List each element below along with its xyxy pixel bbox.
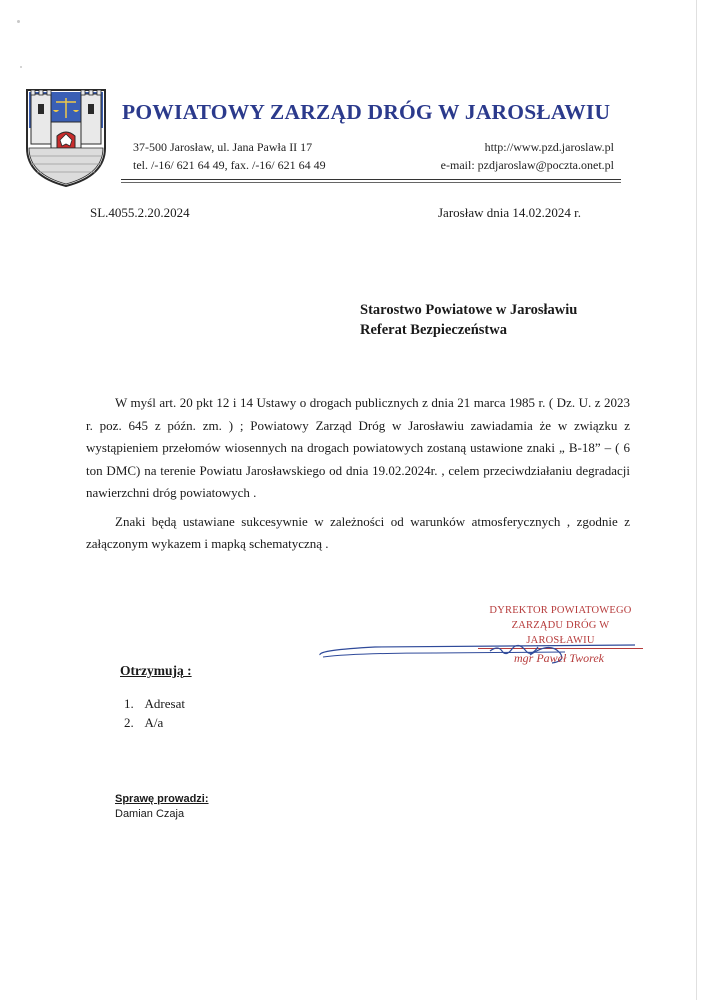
handler-name: Damian Czaja [115,808,185,820]
recipient-line-1: Starostwo Powiatowe w Jarosławiu [360,302,578,318]
contact-block [441,138,614,174]
list-label: Adresat [144,696,185,711]
body-paragraph-1: W myśl art. 20 pkt 12 i 14 Ustawy o drogach publicznych z dnia 21 marca 1985 r. ( Dz. U. z 2023 r. poz. 645 z późn. zm. ) ; Powiatowy Zarząd Dróg w Jarosławiu zawiadamia że w związku z wystąpieniem przełomów wiosennych na drogach powiatowych zostaną ustawione znaki „ B-18” – ( 6 ton DMC) na terenie Powiatu Jarosławskiego od dnia 19.02.2024r. , celem przeciwdziałaniu degradacji nawierzchni dróg powiatowych . [86,395,630,500]
reference-number: SL.4055.2.20.2024 [90,205,190,220]
list-item [124,694,185,713]
phone-fax: tel. /-16/ 621 64 49, fax. /-16/ 621 64 49 [133,158,326,172]
recipient-address [360,300,577,340]
header-divider [121,179,621,180]
coat-of-arms-icon [25,88,107,188]
stamp-line-2: ZARZĄDU DRÓG W JAROSŁAWIU [478,618,643,649]
scan-dot [17,20,20,23]
organization-name: POWIATOWY ZARZĄD DRÓG W JAROSŁAWIU [122,100,611,124]
signatory-name: mgr Paweł Tworek [514,651,604,665]
list-item [124,713,185,732]
scan-dot [20,66,22,68]
email-link[interactable]: e-mail: pzdjaroslaw@poczta.onet.pl [440,158,614,172]
list-number: 2. [124,715,134,730]
list-number: 1. [124,696,134,711]
place-and-date: Jarosław dnia 14.02.2024 r. [438,205,581,220]
handler-heading: Sprawę prowadzi: [115,793,209,805]
body-paragraph-2: Znaki będą ustawiane sukcesywnie w zależności od warunków atmosferycznych , zgodnie z załączonym wykazem i mapką schematyczną . [86,513,630,551]
recipient-line-2: Referat Bezpieczeństwa [360,322,507,338]
list-label: A/a [144,715,164,730]
receivers-heading: Otrzymują : [120,663,192,678]
website-link[interactable]: http://www.pzd.jaroslaw.pl [484,140,614,154]
letter-body [86,392,630,556]
receivers-list [124,694,185,732]
scan-edge-line [696,0,697,1000]
address-block [133,138,326,174]
header-divider-thin [121,182,621,183]
stamp-line-1: DYREKTOR POWIATOWEGO [489,605,632,616]
postal-address: 37-500 Jarosław, ul. Jana Pawła II 17 [133,140,313,154]
